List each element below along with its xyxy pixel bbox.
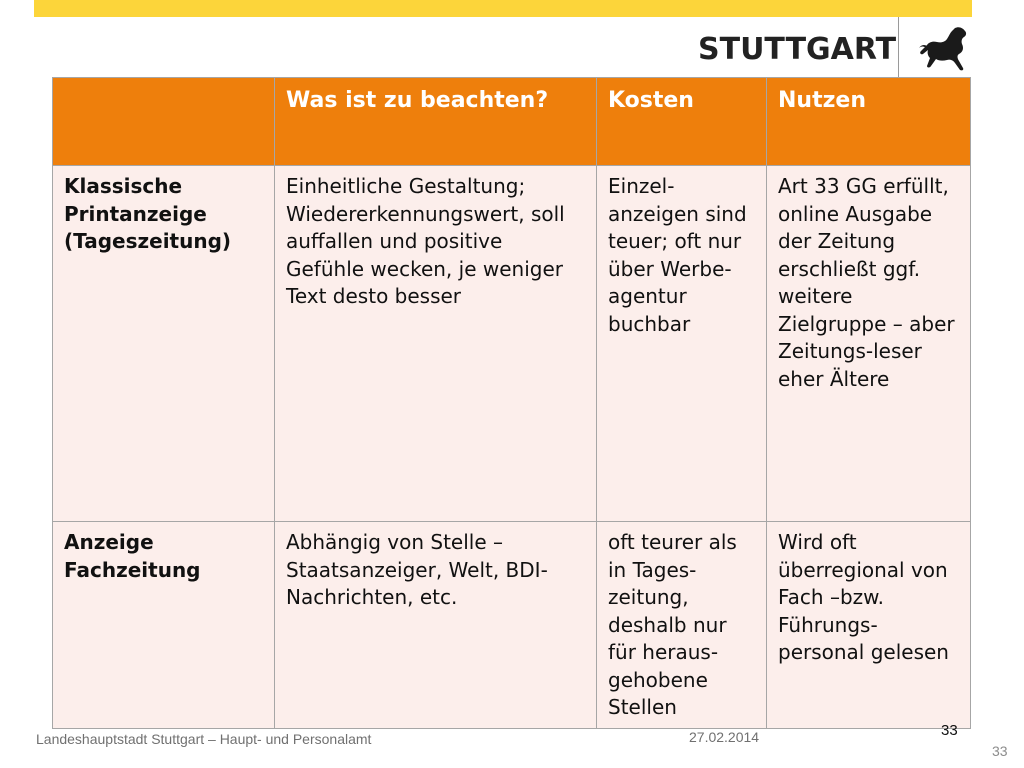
nutzen-cell: Wird oft überregional von Fach –bzw. Führungs-personal gelesen <box>767 522 971 729</box>
beachten-cell: Einheitliche Gestaltung; Wiedererkennungswert, soll auffallen und positive Gefühle wecken, je weniger Text desto besser <box>275 166 597 522</box>
slide-number: 33 <box>992 743 1008 759</box>
comparison-table <box>52 77 971 729</box>
kosten-cell: Einzel-anzeigen sind teuer; oft nur über Werbe-agentur buchbar <box>597 166 767 522</box>
horse-icon <box>915 24 971 74</box>
footer-organization: Landeshauptstadt Stuttgart – Haupt- und Personalamt <box>36 731 372 747</box>
nutzen-cell: Art 33 GG erfüllt, online Ausgabe der Zeitung erschließt ggf. weitere Zielgruppe – aber Zeitungs-leser eher Ältere <box>767 166 971 522</box>
top-accent-bar <box>34 0 972 17</box>
column-header: Was ist zu beachten? <box>275 78 597 166</box>
table-row <box>53 522 971 729</box>
stuttgart-logo: STUTTGART <box>698 32 897 67</box>
table-header-row <box>53 78 971 166</box>
kosten-cell: oft teurer als in Tages-zeitung, deshalb nur für heraus-gehobene Stellen <box>597 522 767 729</box>
column-header <box>53 78 275 166</box>
page-number: 33 <box>941 722 958 739</box>
table-row <box>53 166 971 522</box>
footer-date: 27.02.2014 <box>689 729 760 745</box>
column-header: Nutzen <box>767 78 971 166</box>
column-header: Kosten <box>597 78 767 166</box>
beachten-cell: Abhängig von Stelle – Staatsanzeiger, Welt, BDI-Nachrichten, etc. <box>275 522 597 729</box>
row-label: Anzeige Fachzeitung <box>53 522 275 729</box>
logo-divider <box>898 17 899 77</box>
row-label: Klassische Printanzeige (Tageszeitung) <box>53 166 275 522</box>
